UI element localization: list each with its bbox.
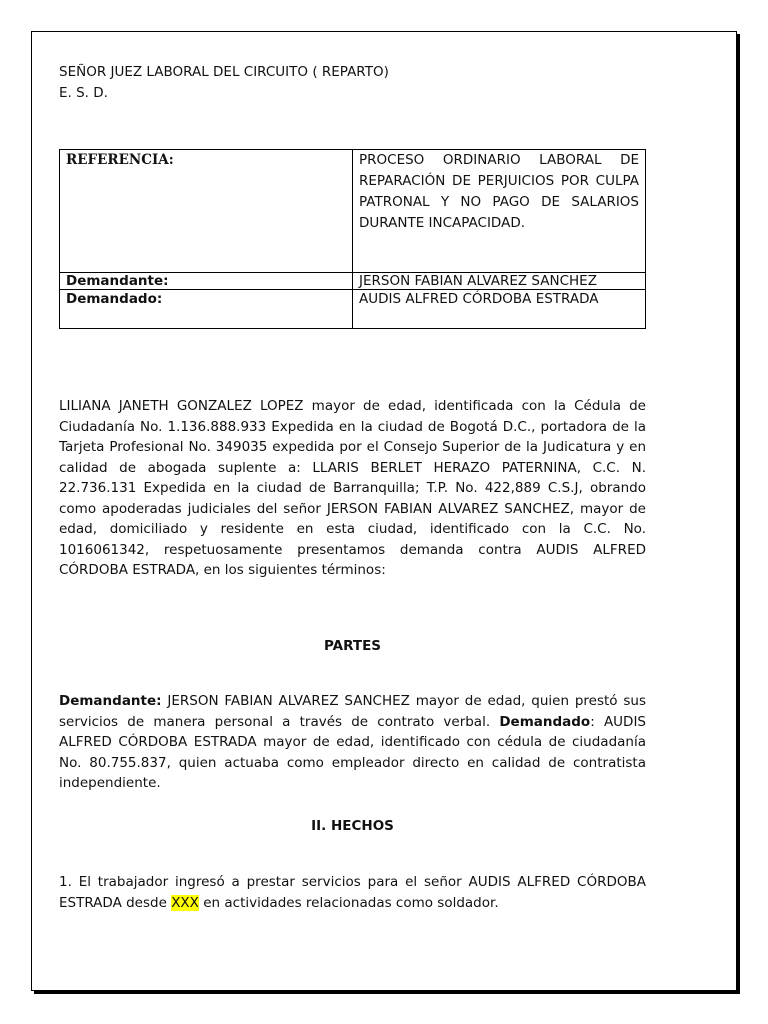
reference-table <box>59 149 646 329</box>
hechos-item-1-text: 1. El trabajador ingresó a prestar servicios para el señor AUDIS ALFRED CÓRDOBA ESTRADA desde <box>59 874 646 911</box>
demandado-value: AUDIS ALFRED CÓRDOBA ESTRADA <box>353 290 646 329</box>
demandante-value: JERSON FABIAN ALVAREZ SANCHEZ <box>353 273 646 290</box>
intro-paragraph: LILIANA JANETH GONZALEZ LOPEZ mayor de edad, identificada con la Cédula de Ciudadanía No. 1.136.888.933 Expedida en la ciudad de Bogotá D.C., portadora de la Tarjeta Profesional No. 349035 expedida por el Consejo Superior de la Judicatura y en calidad de abogada suplente a: LLARIS BERLET HERAZO PATERNINA, C.C. N. 22.736.131 Expedida en la ciudad de Barranquilla; T.P. No. 422,889 C.S.J, obrando como apoderadas judiciales del señor JERSON FABIAN ALVAREZ SANCHEZ, mayor de edad, domiciliado y residente en esta ciudad, identificado con la C.C. No. 1016061342, respetuosamente presentamos demanda contra AUDIS ALFRED CÓRDOBA ESTRADA, en los siguientes términos: <box>59 398 646 578</box>
partes-paragraph <box>59 691 646 794</box>
hechos-heading: II. HECHOS <box>311 818 394 834</box>
addressee-line: SEÑOR JUEZ LABORAL DEL CIRCUITO ( REPARTO) <box>59 64 389 80</box>
demandante-label: Demandante: <box>60 273 353 290</box>
referencia-label: REFERENCIA: <box>60 150 353 273</box>
partes-demandante-label: Demandante: <box>59 693 162 709</box>
partes-demandante-text: JERSON FABIAN ALVAREZ SANCHEZ mayor de edad, quien prestó sus servicios de manera personal a través de contrato verbal. <box>59 693 646 730</box>
addressee-esd: E. S. D. <box>59 85 108 101</box>
highlighted-placeholder: XXX <box>171 894 199 911</box>
referencia-value: PROCESO ORDINARIO LABORAL DE REPARACIÓN DE PERJUICIOS POR CULPA PATRONAL Y NO PAGO DE SALARIOS DURANTE INCAPACIDAD. <box>353 150 646 273</box>
addressee-block <box>59 62 389 104</box>
partes-heading: PARTES <box>323 638 382 654</box>
partes-demandado-text: : AUDIS ALFRED CÓRDOBA ESTRADA mayor de edad, identificado con cédula de ciudadanía No. 80.755.837, quien actuaba como empleador directo en calidad de contratista independiente. <box>59 713 647 791</box>
partes-demandado-label: Demandado <box>499 713 591 730</box>
hechos-item-1 <box>59 872 646 913</box>
demandado-label: Demandado: <box>60 290 353 329</box>
hechos-item-1-end: en actividades relacionadas como soldador. <box>198 894 499 911</box>
